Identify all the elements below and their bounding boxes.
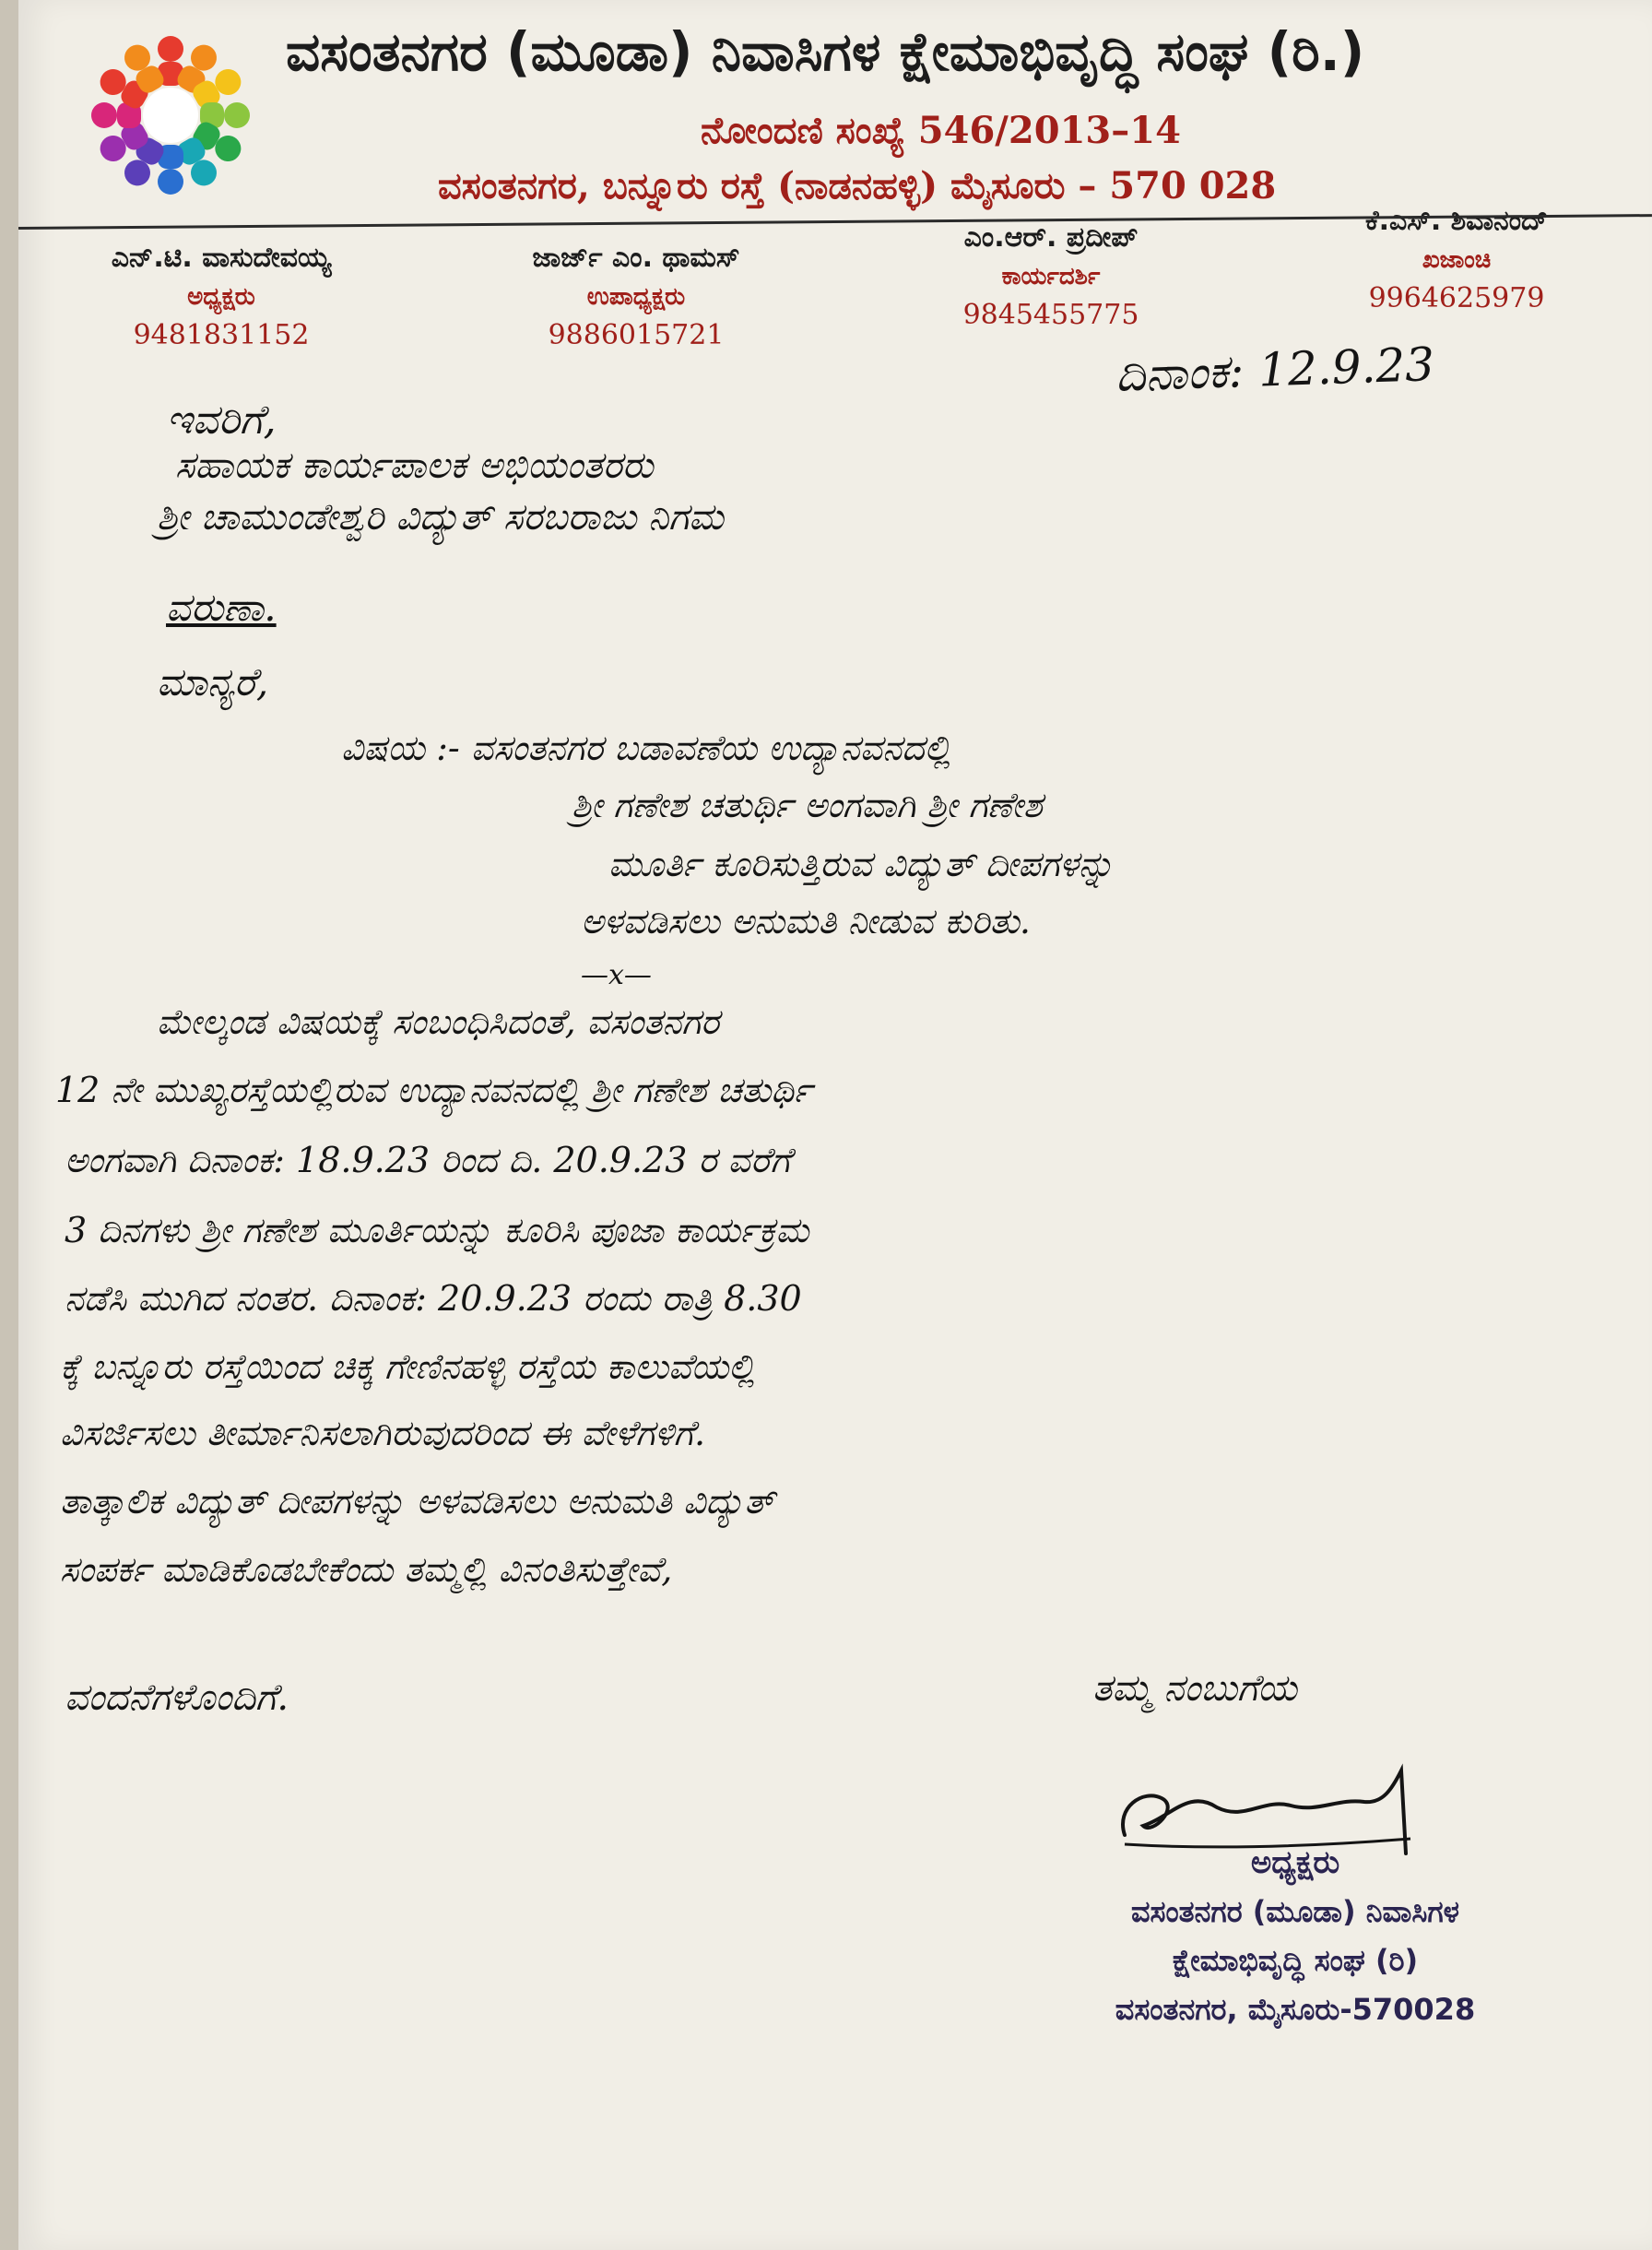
- body-line-5: ನಡೆಸಿ ಮುಗಿದ ನಂತರ. ದಿನಾಂಕ: 20.9.23 ರಂದು ರಾತ್ರಿ 8.30: [65, 1278, 802, 1319]
- closing-line: ವಂದನೆಗಳೊಂದಿಗೆ.: [65, 1676, 289, 1719]
- officer-treasurer: [1291, 205, 1622, 314]
- letter-page: [18, 0, 1652, 2250]
- org-logo: [74, 18, 267, 212]
- registration-number: ನೋಂದಣಿ ಸಂಖ್ಯೆ 546/2013–14: [701, 109, 1181, 152]
- officer-name: ಜಾರ್ಜ್ ಎಂ. ಥಾಮಸ್: [532, 242, 740, 274]
- officer-role: ಕಾರ್ಯದರ್ಶಿ: [1001, 263, 1101, 290]
- stamp-line: ಕ್ಷೇಮಾಭಿವೃದ್ಧಿ ಸಂಘ (ರಿ): [1172, 1943, 1419, 1978]
- body-line-6: ಕ್ಕೆ ಬನ್ನೂರು ರಸ್ತೆಯಿಂದ ಚಿಕ್ಕ ಗೇಣಿನಹಳ್ಳಿ ರಸ್ತೆಯ ಕಾಲುವೆಯಲ್ಲಿ: [60, 1346, 756, 1387]
- salutation: ಮಾನ್ಯರೆ,: [157, 659, 269, 705]
- body-line-9: ಸಂಪರ್ಕ ಮಾಡಿಕೊಡಬೇಕೆಂದು ತಮ್ಮಲ್ಲಿ ವಿನಂತಿಸುತ್ತೇವೆ,: [60, 1549, 673, 1590]
- subject-line-2: ಶ್ರೀ ಗಣೇಶ ಚತುರ್ಥಿ ಅಂಗವಾಗಿ ಶ್ರೀ ಗಣೇಶ: [572, 785, 1043, 825]
- body-line-4: 3 ದಿನಗಳು ಶ್ರೀ ಗಣೇಶ ಮೂರ್ತಿಯನ್ನು ಕೂರಿಸಿ ಪೂಜಾ ಕಾರ್ಯಕ್ರಮ: [65, 1210, 809, 1250]
- org-address: ವಸಂತನಗರ, ಬನ್ನೂರು ರಸ್ತೆ (ನಾಡನಹಳ್ಳಿ) ಮೈಸೂರು – 570 028: [438, 164, 1277, 207]
- subject-line-3: ಮೂರ್ತಿ ಕೂರಿಸುತ್ತಿರುವ ವಿದ್ಯುತ್ ದೀಪಗಳನ್ನು: [608, 844, 1115, 884]
- yours-faithfully: ತಮ್ಮ ನಂಬುಗೆಯ: [1092, 1667, 1297, 1710]
- officer-role: ಉಪಾಧ್ಯಕ್ಷರು: [586, 283, 686, 311]
- body-line-2: 12 ನೇ ಮುಖ್ಯರಸ್ತೆಯಲ್ಲಿರುವ ಉದ್ಯಾನವನದಲ್ಲಿ ಶ್ರೀ ಗಣೇಶ ಚತುರ್ಥಿ: [55, 1070, 812, 1110]
- recipient-line-2: ಶ್ರೀ ಚಾಮುಂಡೇಶ್ವರಿ ವಿದ್ಯುತ್ ಸರಬರಾಜು ನಿಗಮ: [157, 496, 725, 539]
- stamp-line: ವಸಂತನಗರ, ಮೈಸೂರು-570028: [1115, 1992, 1476, 2027]
- section-divider: —x—: [581, 959, 652, 991]
- background-edge: [0, 0, 20, 2250]
- president-stamp: [1079, 1844, 1512, 2028]
- officer-president: [55, 242, 387, 351]
- body-line-3: ಅಂಗವಾಗಿ ದಿನಾಂಕ: 18.9.23 ರಿಂದ ದಿ. 20.9.23 ರ ವರೆಗೆ: [65, 1140, 791, 1180]
- body-line-8: ತಾತ್ಕಾಲಿಕ ವಿದ್ಯುತ್ ದೀಪಗಳನ್ನು ಅಳವಡಿಸಲು ಅನುಮತಿ ವಿದ್ಯುತ್: [60, 1481, 774, 1522]
- officer-phone: 9964625979: [1368, 282, 1545, 314]
- officer-phone: 9845455775: [962, 299, 1139, 331]
- officer-role: ಖಜಾಂಚಿ: [1422, 246, 1492, 274]
- stamp-line: ವಸಂತನಗರ (ಮೂಡಾ) ನಿವಾಸಿಗಳ: [1130, 1894, 1460, 1929]
- subject-line-4: ಅಳವಡಿಸಲು ಅನುಮತಿ ನೀಡುವ ಕುರಿತು.: [581, 901, 1031, 941]
- recipient-line-1: ಸಹಾಯಕ ಕಾರ್ಯಪಾಲಕ ಅಭಿಯಂತರರು: [175, 444, 654, 487]
- officer-phone: 9886015721: [548, 319, 725, 351]
- letter-date: ದಿನಾಂಕ: 12.9.23: [1115, 337, 1435, 403]
- recipient-line-3: ವರುಣಾ.: [166, 585, 277, 630]
- body-line-1: ಮೇಲ್ಕಂಡ ವಿಷಯಕ್ಕೆ ಸಂಬಂಧಿಸಿದಂತೆ, ವಸಂತನಗರ: [157, 1001, 720, 1042]
- officer-name: ಎನ್.ಟಿ. ವಾಸುದೇವಯ್ಯ: [111, 242, 332, 274]
- officer-name: ಎಂ.ಆರ್. ಪ್ರದೀಪ್: [963, 221, 1139, 254]
- officer-vice-president: [470, 242, 802, 351]
- stamp-title: ಅಧ್ಯಕ್ಷರು: [1250, 1844, 1340, 1881]
- officer-secretary: [885, 221, 1217, 331]
- officer-name: ಕೆ.ಎಸ್. ಶಿವಾನಂದ್: [1364, 205, 1549, 237]
- org-name: ವಸಂತನಗರ (ಮೂಡಾ) ನಿವಾಸಿಗಳ ಕ್ಷೇಮಾಭಿವೃದ್ಧಿ ಸಂಘ (ರಿ.): [286, 20, 1365, 83]
- officer-role: ಅಧ್ಯಕ್ಷರು: [187, 283, 255, 311]
- subject-line-1: ವಿಷಯ :- ವಸಂತನಗರ ಬಡಾವಣೆಯ ಉದ್ಯಾನವನದಲ್ಲಿ: [341, 728, 951, 768]
- to-line: ಇವರಿಗೆ,: [166, 397, 277, 444]
- body-line-7: ವಿಸರ್ಜಿಸಲು ತೀರ್ಮಾನಿಸಲಾಗಿರುವುದರಿಂದ ಈ ವೇಳೆಗಳಿಗೆ.: [60, 1413, 706, 1453]
- officer-phone: 9481831152: [133, 319, 310, 351]
